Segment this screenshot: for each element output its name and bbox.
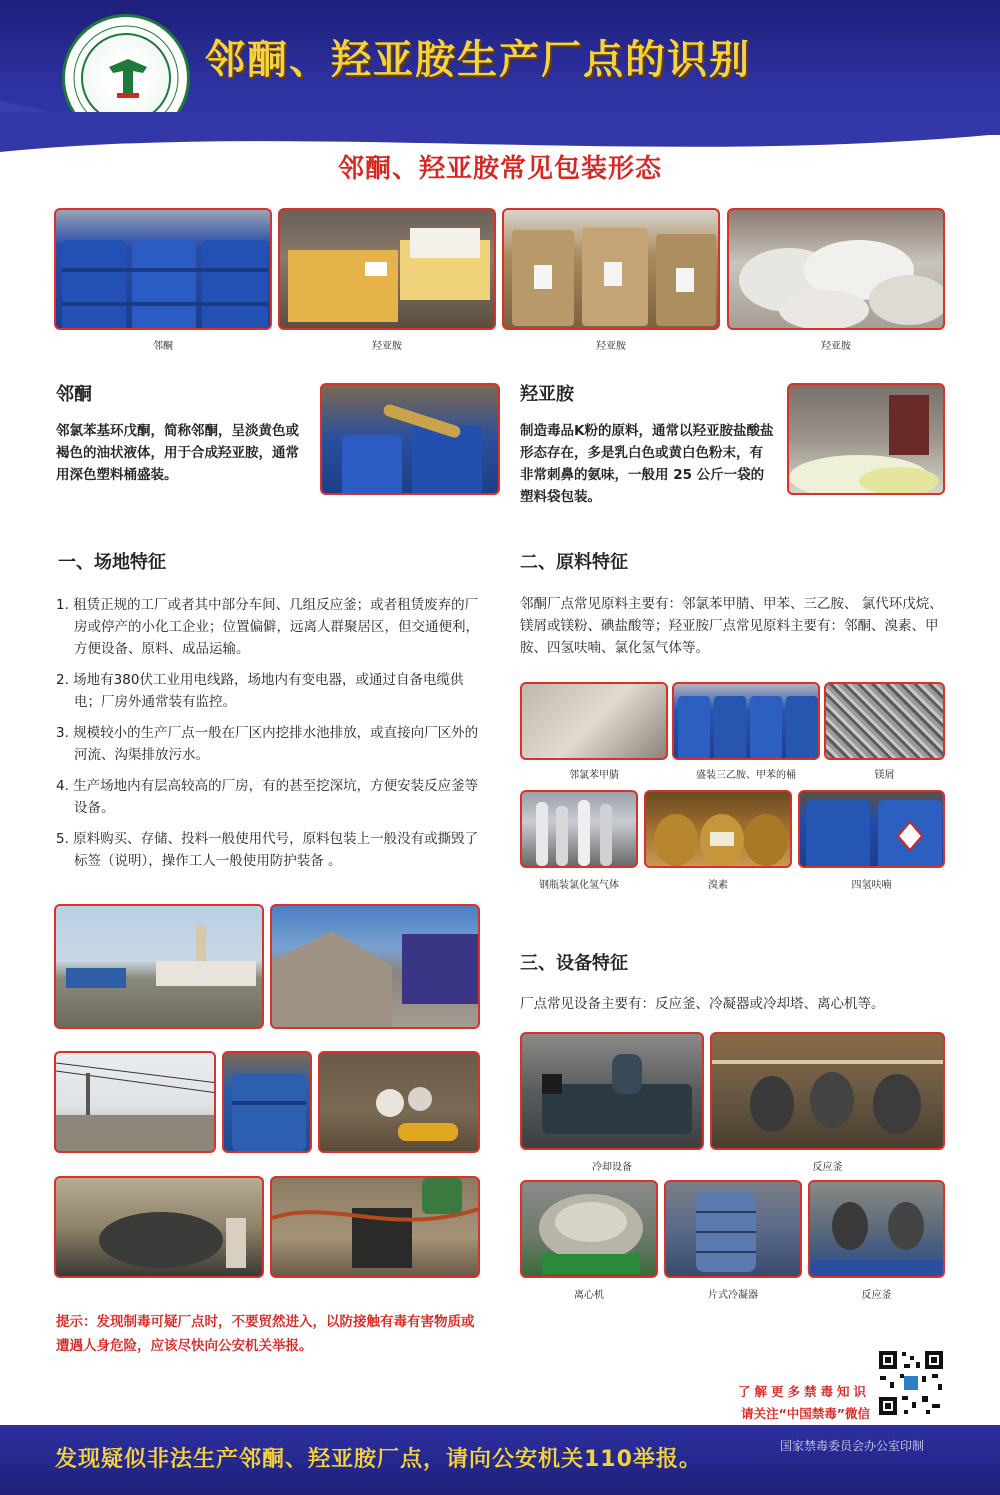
- site-feature-list: [56, 594, 486, 881]
- site-feature-item: 3. 规模较小的生产厂点一般在厂区内挖排水池排放，或直接向厂区外的河流、沟渠排放污水。: [56, 725, 479, 763]
- material-photo-solvent-drums: [672, 682, 820, 760]
- site-photo-hillside-plant: [270, 904, 480, 1029]
- material-caption: 溴素: [708, 880, 728, 891]
- site-feature-item: 1. 租赁正规的工厂或者其中部分车间、几组反应釜；或者租赁废弃的厂房或停产的小化工企业；位置偏僻，远离人群聚居区，但交通便利，方便设备、原料、成品运输。: [56, 597, 479, 657]
- report-hotline-text: 发现疑似非法生产邻酮、羟亚胺厂点，请向公安机关110举报。: [55, 1447, 702, 1472]
- equipment-photo-reactor-room: [808, 1180, 945, 1278]
- material-caption: 钢瓶装氯化氢气体: [539, 880, 619, 891]
- eagle-shield-icon: [103, 53, 153, 103]
- safety-tip: 提示：发现制毒可疑厂点时，不要贸然进入，以防接触有毒有害物质或遭遇人身危险，应该尽快向公安机关举报。: [56, 1314, 475, 1354]
- gas-cylinder-icon: [522, 792, 638, 868]
- material-caption: 镁屑: [874, 770, 895, 781]
- bromine-jar-icon: [646, 792, 792, 868]
- hydroxylimine-sample-photo: [787, 383, 945, 495]
- powder-pile-icon: [789, 385, 945, 495]
- ketone-heading: 邻酮: [56, 384, 92, 405]
- site-photo-sewage-pipe: [270, 1176, 480, 1278]
- equipment-caption: 冷却设备: [592, 1162, 632, 1173]
- packaging-caption: 邻酮: [153, 341, 173, 352]
- equipment-description: 厂点常见设备主要有：反应釜、冷凝器或冷却塔、离心机等。: [520, 996, 885, 1012]
- ketone-sample-photo: [320, 383, 500, 495]
- material-photo-thf-drums: [798, 790, 945, 868]
- equipment-caption: 反应釜: [812, 1162, 843, 1173]
- reactor-vessel-icon: [810, 1182, 945, 1278]
- ketone-description: 邻氯苯基环戊酮，简称邻酮，呈淡黄色或褐色的油状液体，用于合成羟亚胺，通常用深色塑料桶盛装。: [56, 423, 299, 483]
- blue-barrel-icon: [800, 792, 945, 868]
- site-feature-item: 4. 生产场地内有层高较高的厂房，有的甚至挖深坑，方便安装反应釜等设备。: [56, 778, 479, 816]
- pipe-icon: [272, 1178, 480, 1278]
- printer-credit: 国家禁毒委员会办公室印制: [780, 1439, 925, 1453]
- equipment-caption: 反应釜: [861, 1290, 892, 1301]
- logo-emblem-circle: [81, 33, 171, 123]
- pit-icon: [56, 1178, 264, 1278]
- equipment-photo-plate-condenser: [664, 1180, 802, 1278]
- packaging-photo-ketone-barrels: [54, 208, 272, 330]
- site-feature-item: 5. 原料购买、存储、投料一般使用代号，原料包装上一般没有或撕毁了标签（说明），操作工人一般使用防护装备 。: [56, 831, 479, 869]
- white-sack-icon: [729, 210, 945, 330]
- site-photo-factory-aerial: [54, 904, 264, 1029]
- brown-bag-icon: [504, 210, 720, 330]
- material-caption: 邻氯苯甲腈: [569, 770, 619, 781]
- condenser-icon: [666, 1182, 802, 1278]
- materials-heading: 二、原料特征: [520, 552, 628, 573]
- equipment-photo-centrifuge: [520, 1180, 658, 1278]
- yellow-box-icon: [280, 210, 496, 330]
- wechat-qr-code[interactable]: [876, 1348, 946, 1418]
- promo-line-1: 了解更多禁毒知识: [737, 1384, 870, 1399]
- packaging-caption: 羟亚胺: [821, 341, 851, 352]
- factory-icon: [56, 906, 264, 1029]
- material-photo-bromine-jars: [644, 790, 792, 868]
- site-heading: 一、场地特征: [58, 552, 166, 573]
- hydroxylimine-description: 制造毒品K粉的原料，通常以羟亚胺盐酸盐形态存在，多是乳白色或黄白色粉末，有非常刺鼻的氨味，一般用 25 公斤一袋的塑料袋包装。: [520, 423, 774, 505]
- blue-barrel-icon: [674, 684, 820, 760]
- hydroxylimine-heading: 羟亚胺: [520, 384, 574, 405]
- qr-code-icon: [876, 1348, 946, 1418]
- equipment-caption: 离心机: [574, 1290, 604, 1301]
- cooling-machine-icon: [522, 1034, 704, 1150]
- hill-building-icon: [272, 906, 480, 1029]
- packaging-caption: 羟亚胺: [372, 341, 402, 352]
- blue-barrel-icon: [56, 210, 272, 330]
- site-photo-blue-drums: [222, 1051, 312, 1153]
- packaging-photo-hydroxylimine-sacks: [727, 208, 945, 330]
- material-photo-hcl-cylinders: [520, 790, 638, 868]
- blue-barrel-icon: [224, 1053, 312, 1153]
- reactor-vessel-icon: [712, 1034, 945, 1150]
- packaging-photo-hydroxylimine-boxes: [278, 208, 496, 330]
- packaging-photo-hydroxylimine-bags: [502, 208, 720, 330]
- equipment-heading: 三、设备特征: [520, 953, 628, 974]
- site-photo-power-lines: [54, 1051, 216, 1153]
- power-line-icon: [56, 1053, 216, 1153]
- material-photo-magnesium-chips: [824, 682, 945, 760]
- site-photo-protective-gear: [318, 1051, 480, 1153]
- site-photo-drainage-pit: [54, 1176, 264, 1278]
- equipment-caption: 片式冷凝器: [708, 1290, 758, 1301]
- packaging-caption: 羟亚胺: [596, 341, 626, 352]
- equipment-photo-cooling-unit: [520, 1032, 704, 1150]
- material-caption: 盛装三乙胺、甲苯的桶: [696, 770, 796, 781]
- page-title: 邻酮、羟亚胺生产厂点的识别: [205, 36, 751, 83]
- promo-line-2: 请关注“中国禁毒”微信: [741, 1406, 870, 1421]
- material-photo-chlorobenzonitrile: [520, 682, 668, 760]
- test-tube-icon: [322, 385, 500, 495]
- gas-mask-glove-icon: [320, 1053, 480, 1153]
- material-caption: 四氢呋喃: [851, 880, 892, 891]
- centrifuge-icon: [522, 1182, 658, 1278]
- equipment-photo-reactors: [710, 1032, 945, 1150]
- site-feature-item: 2. 场地有380伏工业用电线路，场地内有变电器，或通过自备电缆供电；厂房外通常装有监控。: [56, 672, 464, 710]
- packaging-title: 邻酮、羟亚胺常见包装形态: [337, 154, 662, 184]
- materials-description: 邻酮厂点常见原料主要有：邻氯苯甲腈、甲苯、三乙胺、 氯代环戊烷、镁屑或镁粉、碘盐酸等；羟亚胺厂点常见原料主要有：邻酮、溴素、甲胺、四氢呋喃、氯化氢气体等。: [520, 596, 943, 656]
